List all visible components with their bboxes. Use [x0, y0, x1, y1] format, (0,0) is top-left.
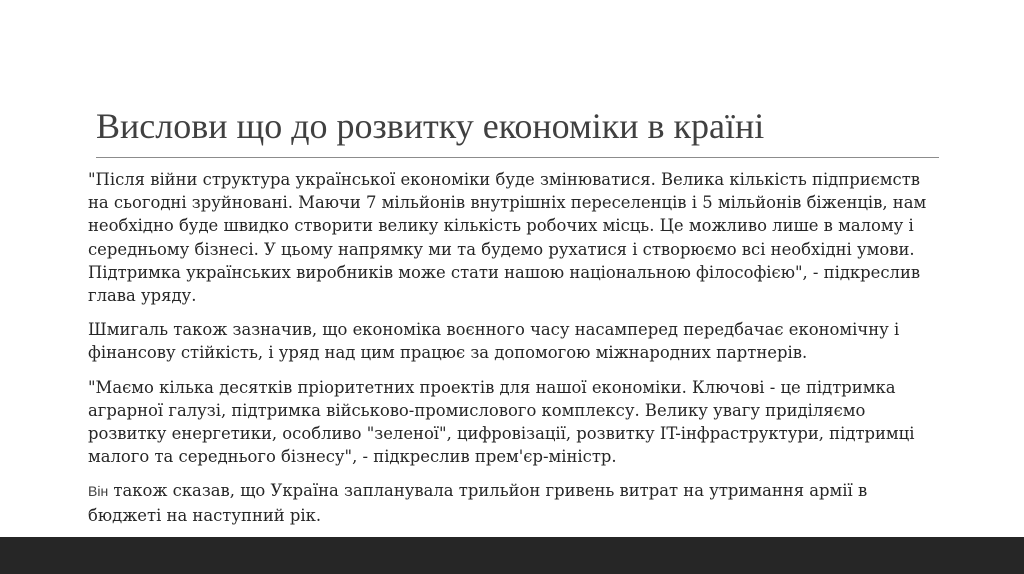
paragraph-wartime-economy: Шмигаль також зазначив, що економіка воєнного часу насамперед передбачає економічну і фінансову стійкість, і уряд над цим працює за допомогою міжнародних партнерів.: [88, 320, 900, 363]
title-divider: [96, 157, 939, 158]
slide-body: [88, 168, 940, 538]
paragraph-quote-priority-projects: "Маємо кілька десятків пріоритетних проектів для нашої економіки. Ключові - це підтримка аграрної галузі, підтримка військово-промислового комплексу. Велику увагу приділяємо розвитку енергетики, особливо "зеленої", цифровізації, розвитку IT-інфраструктури, підтримці малого та середнього бізнесу", - підкреслив прем'єр-міністр.: [88, 377, 915, 467]
paragraph-army-budget-text: також сказав, що Україна запланувала трильйон гривень витрат на утримання армії в бюджеті на наступний рік.: [88, 481, 868, 525]
paragraph-lead-word: Він: [88, 483, 109, 500]
paragraph-quote-economy-structure: "Після війни структура української економіки буде змінюватися. Велика кількість підприємств на сьогодні зруйновані. Маючи 7 мільйонів внутрішніх переселенців і 5 мільйонів біженців, нам необхідно буде швидко створити велику кількість робочих місць. Це можливо лише в малому і середньому бізнесі. У цьому напрямку ми та будемо рухатися і створюємо всі необхідні умови. Підтримка українських виробників може стати нашою національною філософією", - підкреслив глава уряду.: [88, 170, 927, 306]
paragraph-army-budget: [88, 479, 940, 526]
slide-title: Вислови що до розвитку економіки в країні: [96, 106, 765, 146]
footer-bar: [0, 537, 1024, 574]
